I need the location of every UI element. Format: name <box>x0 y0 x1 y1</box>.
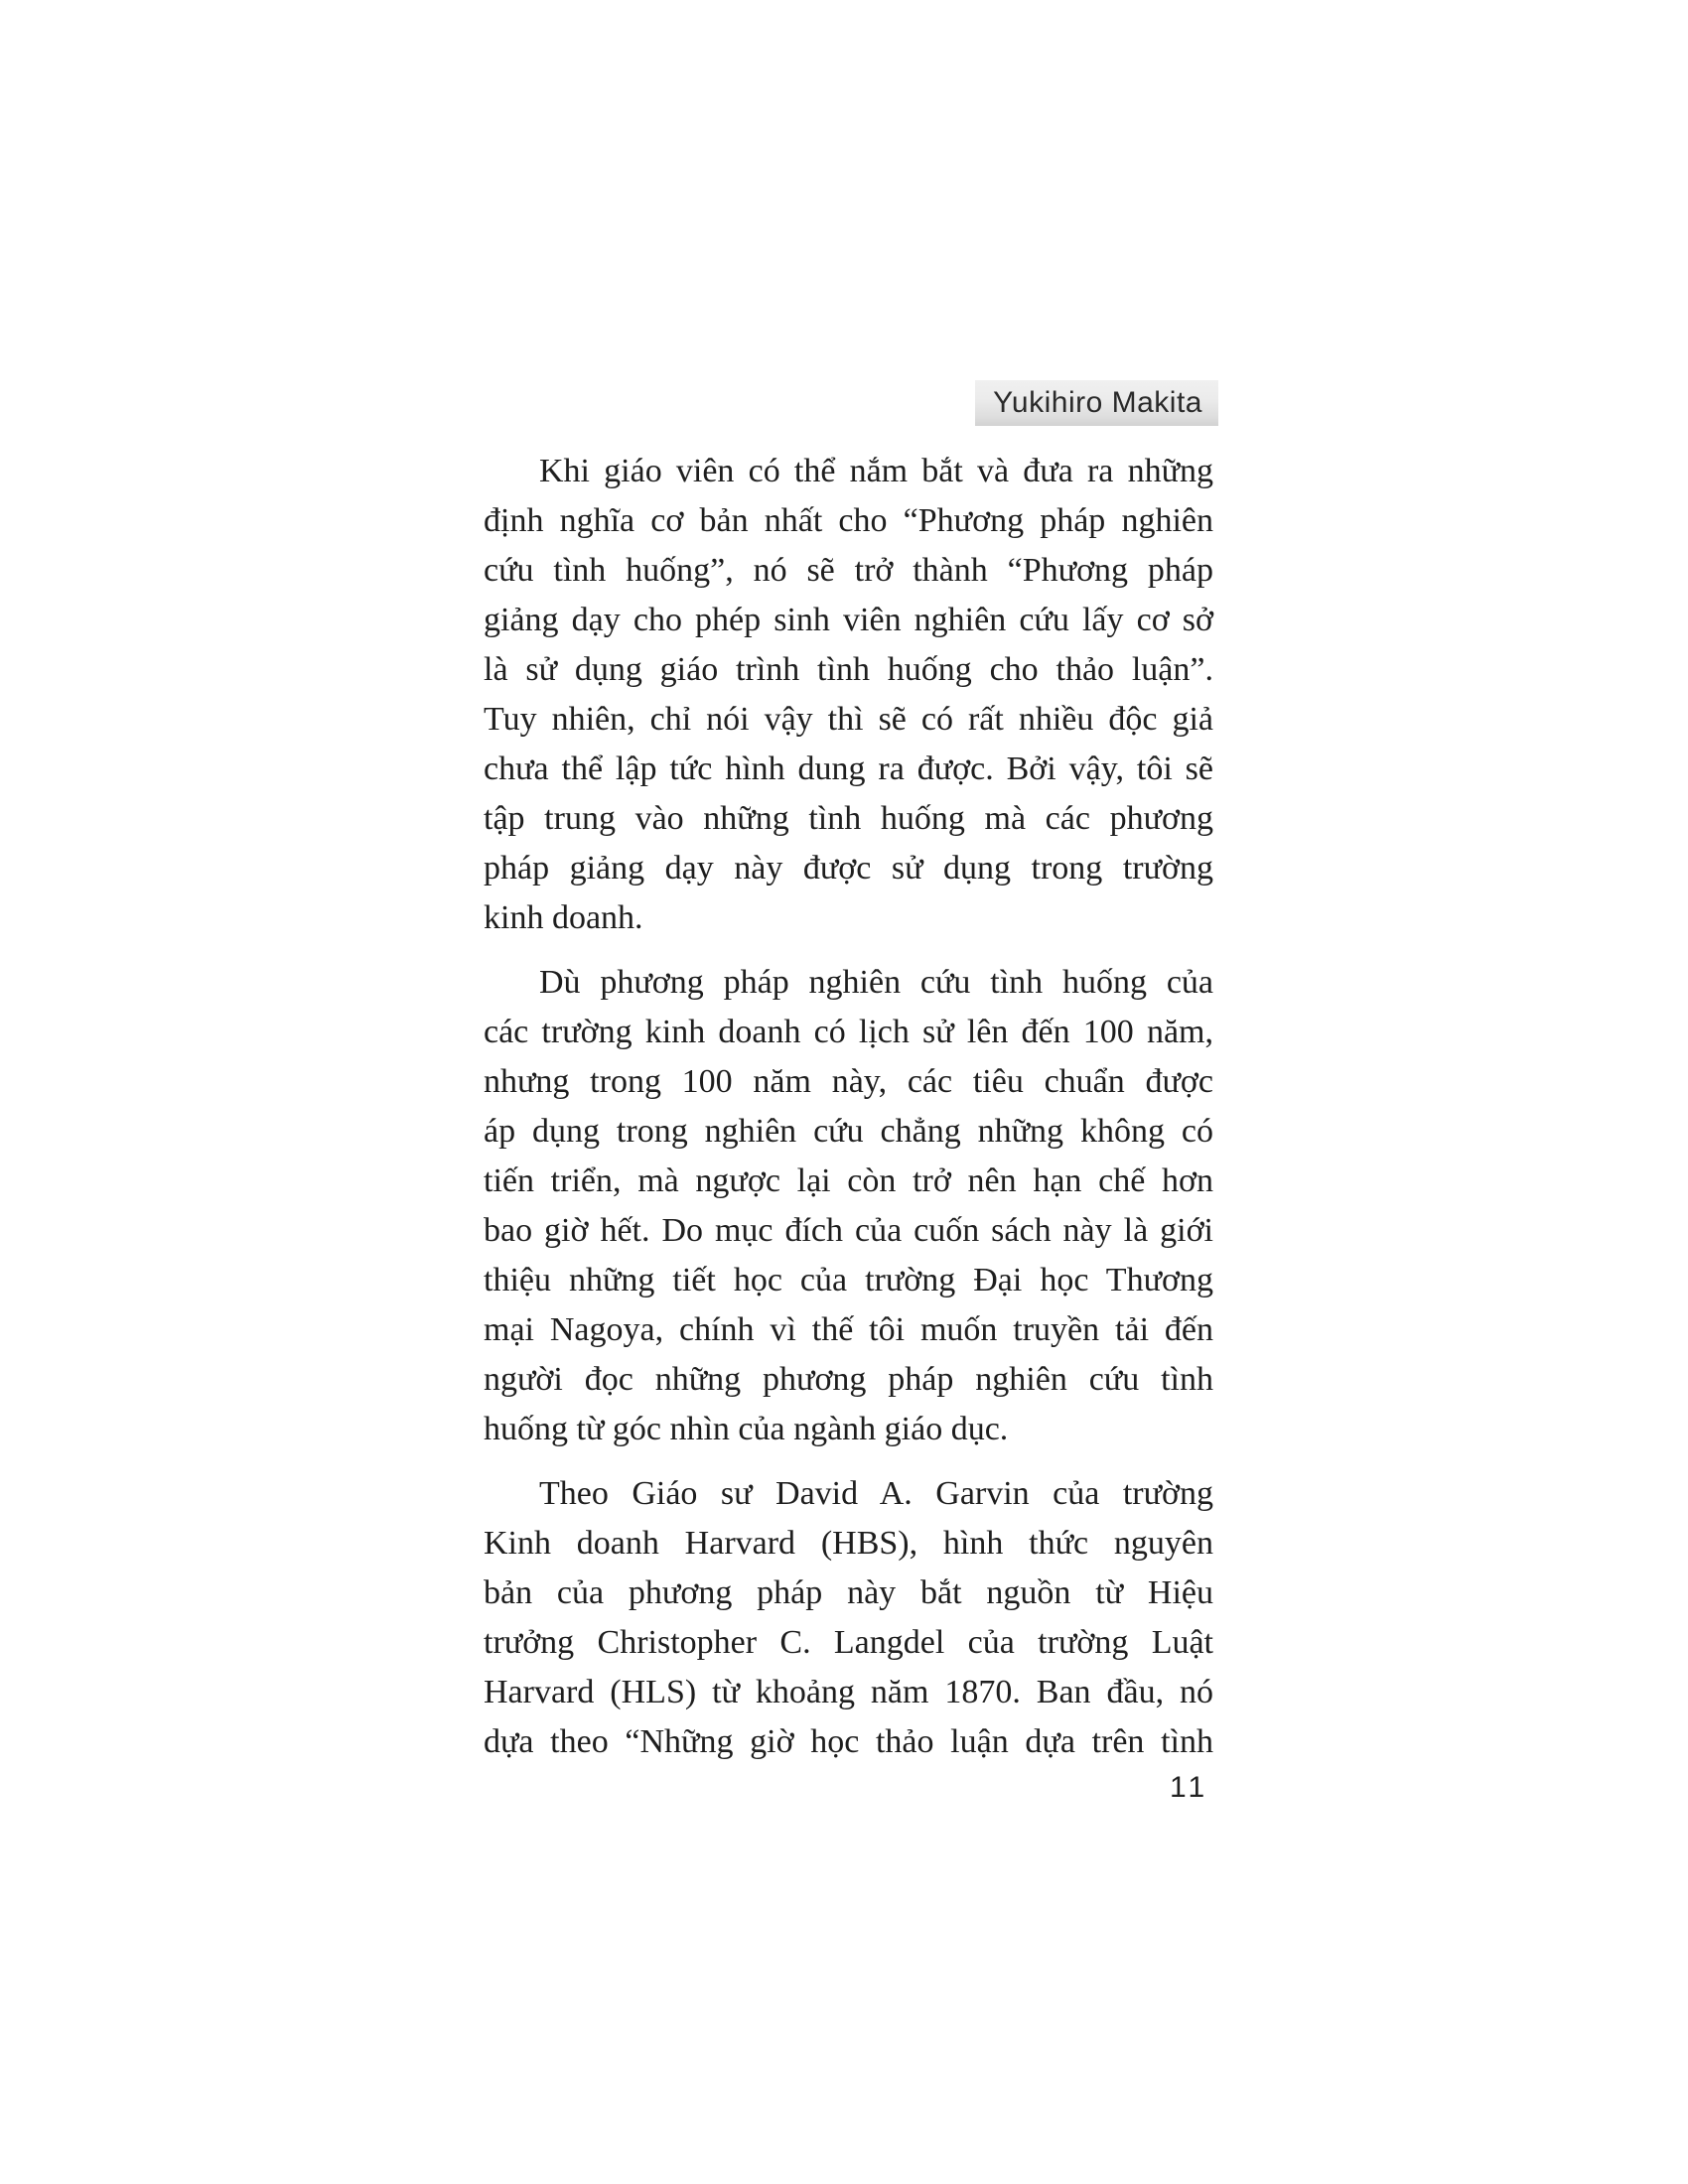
text-line: bản của phương pháp này bắt nguồn từ Hiệu <box>484 1574 1213 1611</box>
text-line: dựa theo “Những giờ học thảo luận dựa trên tình <box>484 1723 1213 1760</box>
text-line: Theo Giáo sư David A. Garvin của trường <box>539 1475 1213 1512</box>
text-line: Harvard (HLS) từ khoảng năm 1870. Ban đầu, nó <box>484 1674 1213 1710</box>
text-line: các trường kinh doanh có lịch sử lên đến 100 năm, <box>484 1014 1213 1050</box>
text-line: nhưng trong 100 năm này, các tiêu chuẩn được <box>484 1063 1213 1100</box>
text-line: tiến triển, mà ngược lại còn trở nên hạn chế hơn <box>484 1162 1213 1199</box>
paragraph-3 <box>484 1469 1213 1767</box>
text-line: áp dụng trong nghiên cứu chẳng những không có <box>484 1113 1213 1150</box>
text-line: Kinh doanh Harvard (HBS), hình thức nguyên <box>484 1525 1213 1562</box>
text-line: Tuy nhiên, chỉ nói vậy thì sẽ có rất nhiều độc giả <box>484 701 1213 738</box>
text-line: người đọc những phương pháp nghiên cứu tình <box>484 1361 1213 1398</box>
running-header-author: Yukihiro Makita <box>975 380 1218 426</box>
text-line: bao giờ hết. Do mục đích của cuốn sách này là giới <box>484 1212 1213 1249</box>
text-line: huống từ góc nhìn của ngành giáo dục. <box>484 1411 1009 1447</box>
text-line: chưa thể lập tức hình dung ra được. Bởi vậy, tôi sẽ <box>484 751 1213 787</box>
text-line: Khi giáo viên có thể nắm bắt và đưa ra những <box>539 453 1213 489</box>
text-line: tập trung vào những tình huống mà các phương <box>484 800 1213 837</box>
paragraph-1 <box>484 447 1213 943</box>
page-number: 11 <box>1170 1771 1209 1804</box>
text-line: mại Nagoya, chính vì thế tôi muốn truyền tải đến <box>484 1311 1213 1348</box>
text-line: pháp giảng dạy này được sử dụng trong trường <box>484 850 1213 887</box>
text-line: trưởng Christopher C. Langdel của trường Luật <box>484 1624 1213 1661</box>
text-line: giảng dạy cho phép sinh viên nghiên cứu lấy cơ sở <box>484 602 1213 638</box>
text-line: kinh doanh. <box>484 899 643 936</box>
text-line: định nghĩa cơ bản nhất cho “Phương pháp nghiên <box>484 502 1213 539</box>
paragraph-2 <box>484 958 1213 1454</box>
text-line: Dù phương pháp nghiên cứu tình huống của <box>539 964 1213 1001</box>
text-line: thiệu những tiết học của trường Đại học Thương <box>484 1262 1213 1298</box>
text-line: là sử dụng giáo trình tình huống cho thảo luận”. <box>484 651 1213 688</box>
text-line: cứu tình huống”, nó sẽ trở thành “Phương pháp <box>484 552 1213 589</box>
text-column <box>484 447 1213 1782</box>
